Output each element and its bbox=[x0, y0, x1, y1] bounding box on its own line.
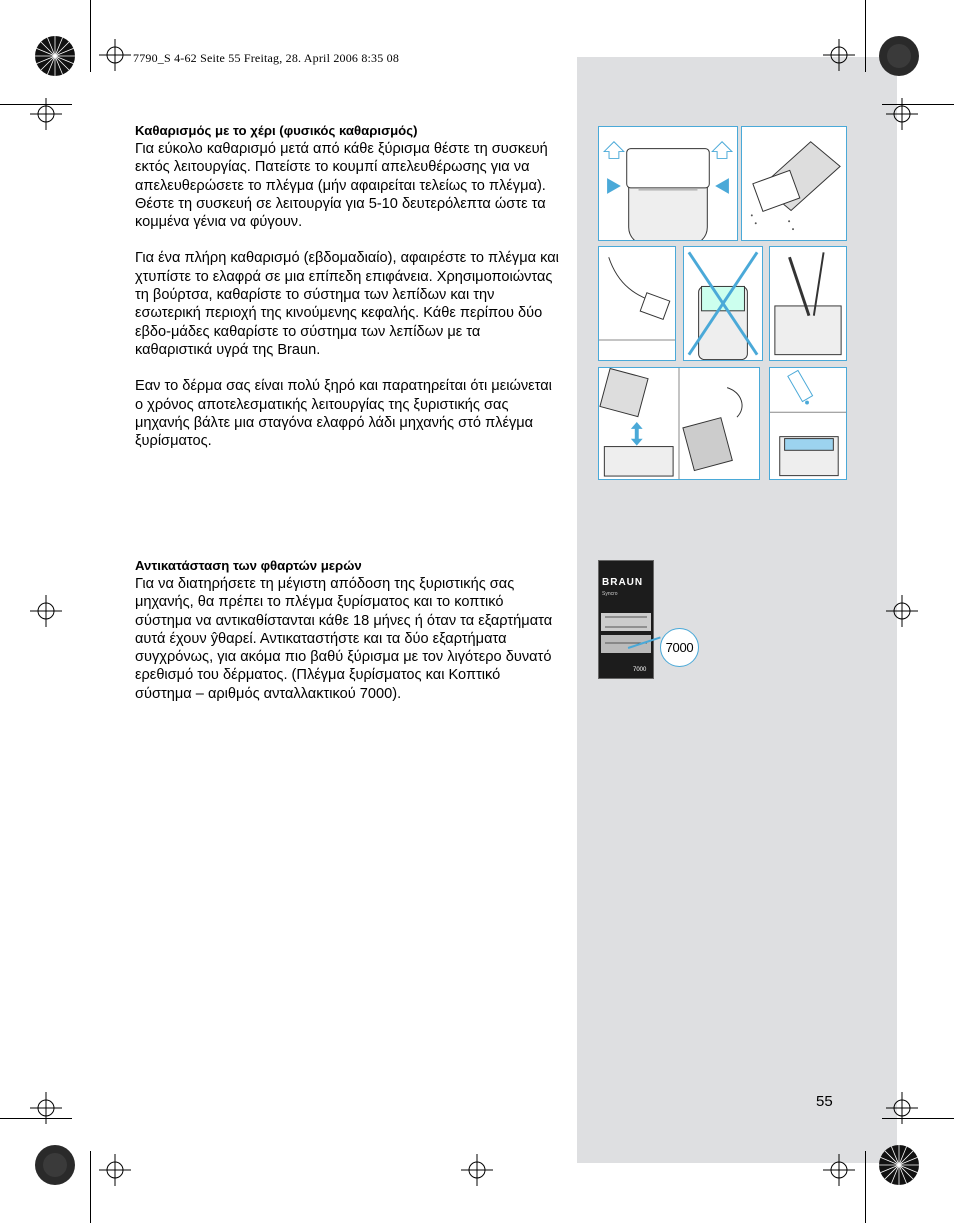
crop-mark bbox=[90, 0, 91, 72]
pack-brand-logo: BRAUN bbox=[602, 577, 644, 588]
registration-mark-icon bbox=[30, 1092, 62, 1124]
crop-mark bbox=[865, 1151, 866, 1223]
registration-mark-icon bbox=[886, 1092, 918, 1124]
crop-mark bbox=[90, 1151, 91, 1223]
cleaning-paragraph: Εαν το δέρμα σας είναι πολύ ξηρό και παρατηρείται ότι μειώνεται ο χρόνος αποτελεσματικής λειτουργίας της ξυριστικής σας μηχανής βάλτε μια σταγόνα ελαφρό λάδι μηχανής στό πλέγμα ξυρίσματος. bbox=[135, 378, 552, 450]
illustration-oil-foil bbox=[769, 367, 847, 480]
replacement-paragraph: Για να διατηρήσετε τη μέγιστη απόδοση της ξυριστικής σας μηχανής, θα πρέπει το πλέγμα ξυρίσματος και το κοπτικό σύστημα να αντικαθίστανται κάθε 18 μήνες ή όταν τα εξαρτήματα αυτά έχουν ŷθαρεί. Αντικαταστήστε και τα δύο εξαρτήματα συγχρόνως, για ακόμα πιο βαθύ ξύρισμα με τον λιγότερο δυνατό ερεθισμό του δέρματος. (Πλέγμα ξυρίσματος και Κοπτικό σύστημα – αριθμός ανταλλακτικού 7000). bbox=[135, 576, 553, 702]
pack-model: Syncro bbox=[602, 591, 618, 597]
registration-mark-icon bbox=[823, 39, 855, 71]
registration-mark-icon bbox=[30, 98, 62, 130]
replacement-section bbox=[135, 557, 560, 721]
cleaning-paragraph: Για ένα πλήρη καθαρισμό (εβδομαδιαίο), αφαιρέστε το πλέγμα και χτυπίστε το ελαφρά σε μια επίπεδη επιφάνεια. Χρησιμοποιώντας τη βούρτσα, καθαρίστε το σύστημα των λεπίδων και την εσωτερική περιοχή της κινούμενης κεφαλής. Κάθε περίπου δύο εβδο-μάδες καθαρίστε το σύστημα των λεπίδων με τα καθαριστικά υγρά της Braun. bbox=[135, 250, 559, 358]
cleaning-heading: Καθαρισμός με το χέρι (φυσικός καθαρισμός) bbox=[135, 123, 418, 138]
cleaning-paragraph: Για εύκολο καθαρισμό μετά από κάθε ξύρισμα θέστε τη συσκευή εκτός λειτουργίας. Πατείστε το κουμπί απελευθέρωσης για να απελευθερώσετε το πλέγμα (μήν αφαιρείται τελείως το πλέγμα). Θέστε τη συσκευή σε λειτουργία για 5-10 δευτερόλεπτα ώστε τα κομμένα γένια να φύγουν. bbox=[135, 141, 548, 231]
illustration-brush-cutter bbox=[769, 246, 847, 361]
part-number-callout: 7000 bbox=[660, 628, 699, 667]
registration-mark-icon bbox=[99, 1154, 131, 1186]
starburst-mark-icon bbox=[34, 1144, 76, 1186]
registration-mark-icon bbox=[823, 1154, 855, 1186]
starburst-mark-icon bbox=[34, 35, 76, 77]
page-number: 55 bbox=[816, 1093, 833, 1110]
illustration-release-foil bbox=[598, 126, 738, 241]
crop-mark bbox=[865, 0, 866, 72]
product-pack-image bbox=[598, 560, 654, 679]
pack-parts-icon bbox=[601, 603, 651, 658]
illustration-remove-cutter bbox=[598, 367, 760, 480]
pack-number: 7000 bbox=[633, 667, 647, 673]
starburst-mark-icon bbox=[878, 35, 920, 77]
registration-mark-icon bbox=[886, 98, 918, 130]
registration-mark-icon bbox=[461, 1154, 493, 1186]
replacement-heading: Αντικατάσταση των φθαρτών μερών bbox=[135, 558, 362, 573]
registration-mark-icon bbox=[99, 39, 131, 71]
illustration-running-shaver bbox=[741, 126, 847, 241]
print-header: 7790_S 4-62 Seite 55 Freitag, 28. April 2006 8:35 08 bbox=[133, 51, 400, 65]
illustration-tap-foil bbox=[598, 246, 676, 361]
starburst-mark-icon bbox=[878, 1144, 920, 1186]
registration-mark-icon bbox=[30, 595, 62, 627]
illustration-do-not-brush-foil bbox=[683, 246, 763, 361]
registration-mark-icon bbox=[886, 595, 918, 627]
cleaning-section bbox=[135, 122, 560, 468]
